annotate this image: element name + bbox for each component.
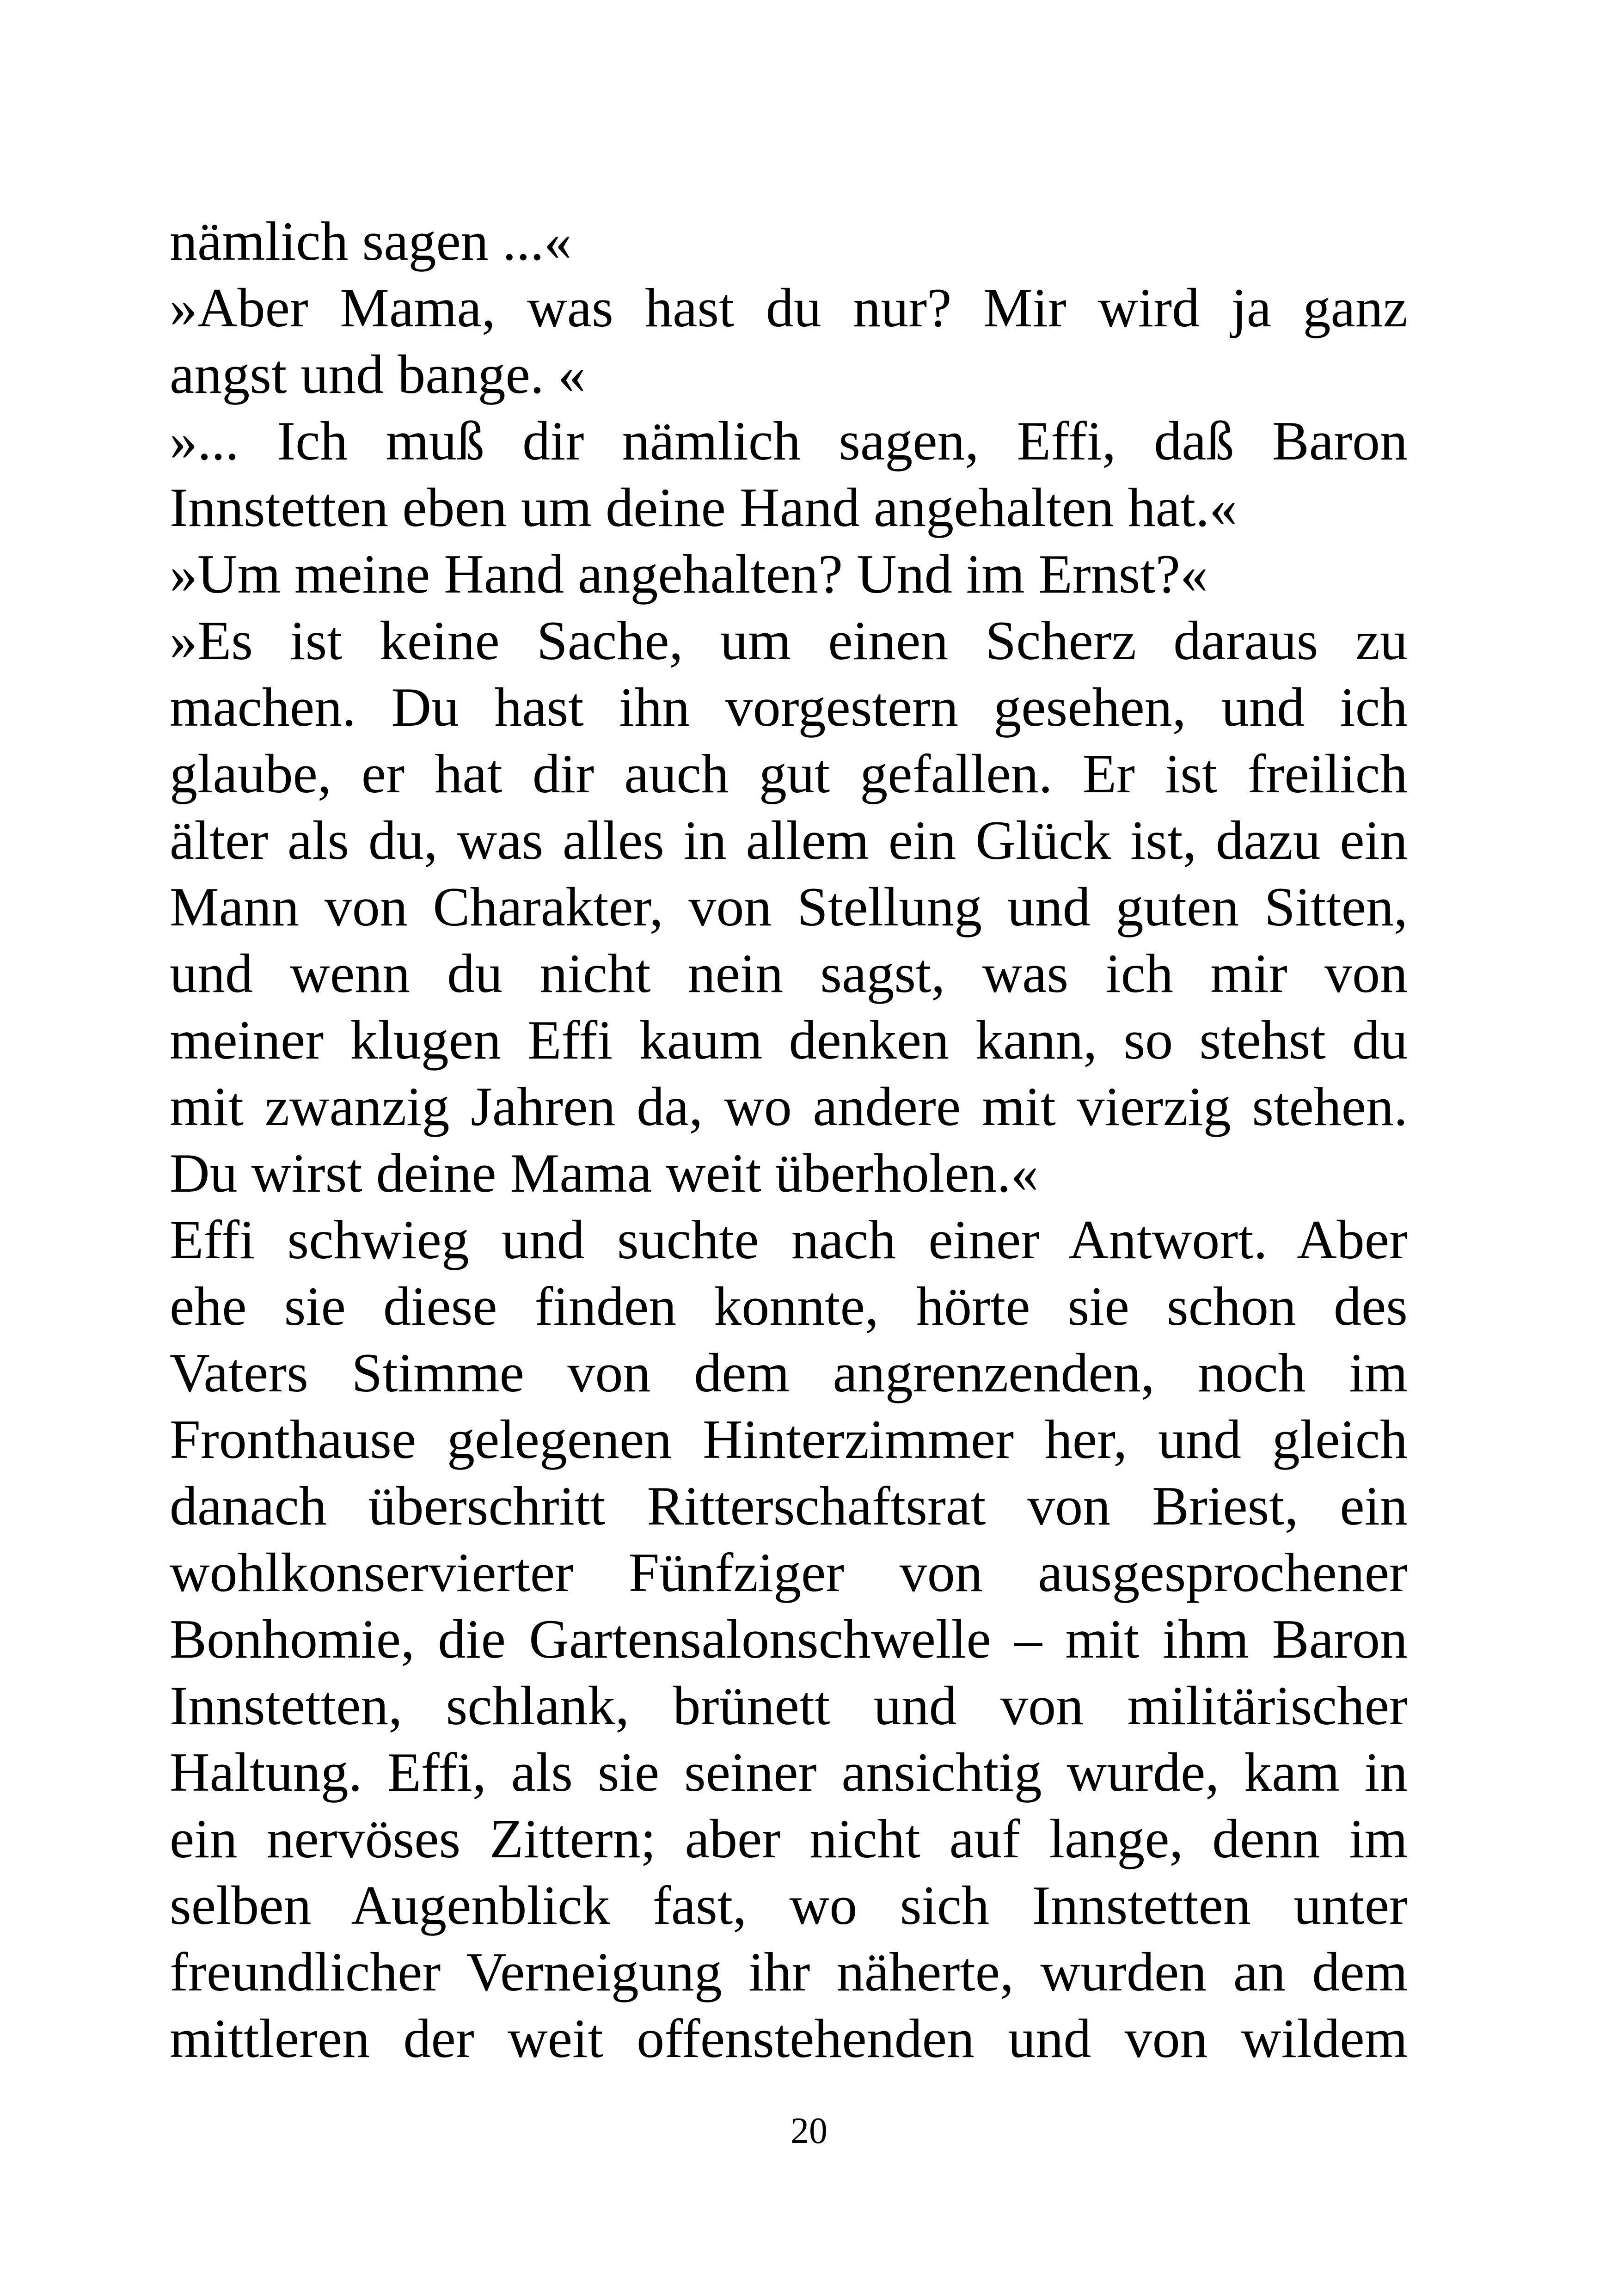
page-number: 20 bbox=[791, 2111, 827, 2151]
text-line: mit zwanzig Jahren da, wo andere mit vierzig stehen. bbox=[170, 1076, 1408, 1137]
text-line: älter als du, was alles in allem ein Glück ist, dazu ein bbox=[170, 809, 1408, 871]
text-line: machen. Du hast ihn vorgestern gesehen, und ich bbox=[170, 676, 1408, 738]
text-line: Fronthause gelegenen Hinterzimmer her, und gleich bbox=[170, 1408, 1408, 1470]
text-line: Innstetten eben um deine Hand angehalten hat.« bbox=[170, 477, 1238, 538]
text-line: wohlkonservierter Fünfziger von ausgesprochener bbox=[170, 1542, 1408, 1603]
text-line: Vaters Stimme von dem angrenzenden, noch im bbox=[170, 1342, 1408, 1403]
text-line: ehe sie diese finden konnte, hörte sie schon des bbox=[170, 1275, 1408, 1337]
body-text bbox=[170, 208, 1408, 2072]
text-line: angst und bange. « bbox=[170, 343, 586, 405]
text-line: selben Augenblick fast, wo sich Innstetten unter bbox=[170, 1874, 1408, 1936]
text-line: Mann von Charakter, von Stellung und guten Sitten, bbox=[170, 876, 1408, 937]
text-line: »Um meine Hand angehalten? Und im Ernst?« bbox=[170, 543, 1208, 605]
text-line: Effi schwieg und suchte nach einer Antwort. Aber bbox=[170, 1209, 1408, 1270]
text-line: freundlicher Verneigung ihr näherte, wurden an dem bbox=[170, 1941, 1408, 2002]
text-line: »Aber Mama, was hast du nur? Mir wird ja ganz bbox=[170, 277, 1408, 338]
text-line: »... Ich muß dir nämlich sagen, Effi, daß Baron bbox=[170, 410, 1408, 471]
text-line: Innstetten, schlank, brünett und von militärischer bbox=[170, 1675, 1408, 1736]
text-line: meiner klugen Effi kaum denken kann, so stehst du bbox=[170, 1009, 1408, 1071]
text-line: Du wirst deine Mama weit überholen.« bbox=[170, 1142, 1039, 1204]
text-line: nämlich sagen ...« bbox=[170, 210, 572, 272]
text-line: glaube, er hat dir auch gut gefallen. Er ist freilich bbox=[170, 743, 1408, 804]
text-line: mittleren der weit offenstehenden und von wildem bbox=[170, 2008, 1408, 2069]
text-line: Haltung. Effi, als sie seiner ansichtig wurde, kam in bbox=[170, 1741, 1408, 1803]
text-line: danach überschritt Ritterschaftsrat von Briest, ein bbox=[170, 1475, 1408, 1537]
text-line: ein nervöses Zittern; aber nicht auf lange, denn im bbox=[170, 1808, 1408, 1869]
text-line: Bonhomie, die Gartensalonschwelle – mit ihm Baron bbox=[170, 1608, 1408, 1670]
text-line: »Es ist keine Sache, um einen Scherz daraus zu bbox=[170, 610, 1408, 671]
text-line: und wenn du nicht nein sagst, was ich mir von bbox=[170, 943, 1408, 1004]
